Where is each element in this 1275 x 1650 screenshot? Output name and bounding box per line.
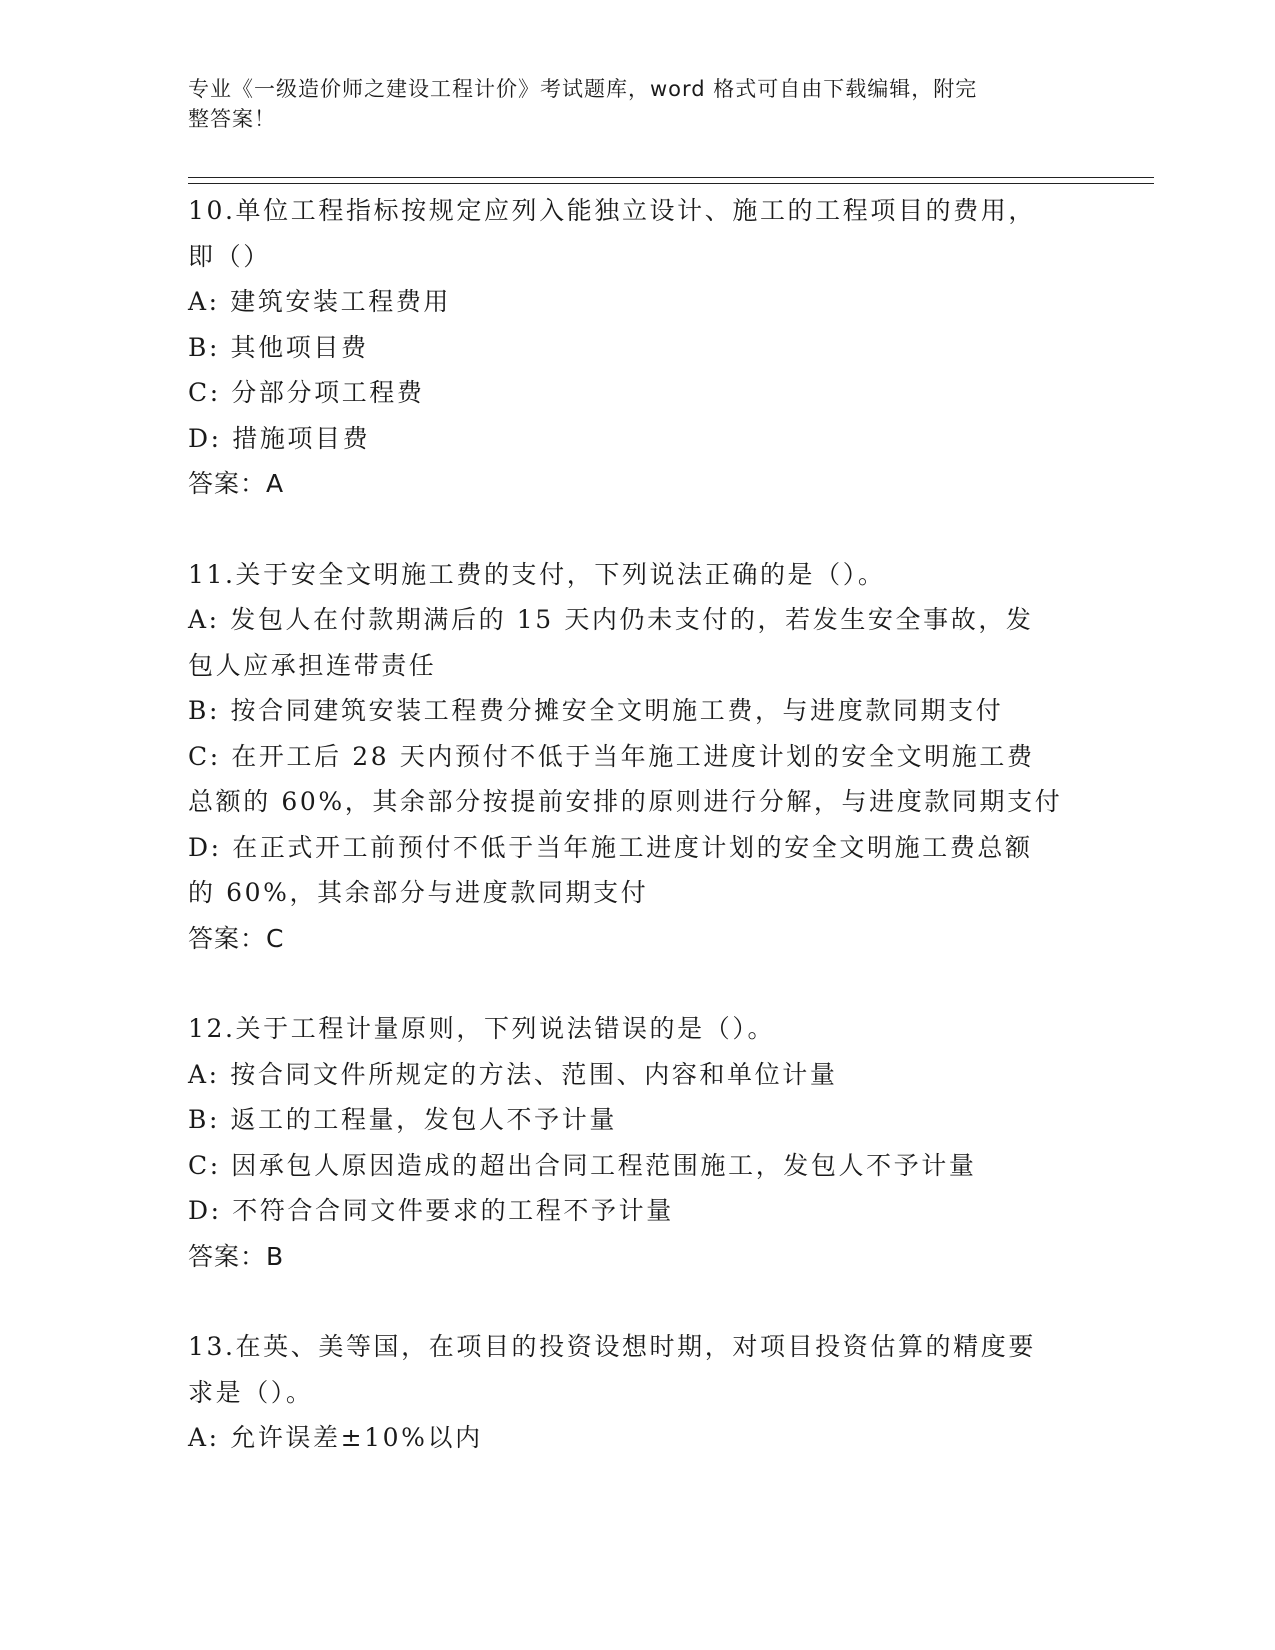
- question-stem-line: 10.单位工程指标按规定应列入能独立设计、施工的工程项目的费用，: [188, 196, 1036, 225]
- answer-line: 答案：C: [188, 923, 285, 953]
- option-line: 包人应承担连带责任: [188, 650, 437, 680]
- question-stem-line: 求是（）。: [188, 1377, 314, 1407]
- answer-line: 答案：A: [188, 469, 285, 498]
- header-divider-thick: [188, 183, 1154, 184]
- header-line-2: 整答案！: [188, 107, 276, 131]
- option-line: C: 因承包人原因造成的超出合同工程范围施工，发包人不予计量: [188, 1150, 977, 1180]
- option-line: D: 不符合合同文件要求的工程不予计量: [188, 1196, 674, 1225]
- page-header: [188, 74, 1068, 134]
- option-line: D: 在正式开工前预付不低于当年施工进度计划的安全文明施工费总额: [188, 832, 1033, 862]
- question-stem-line: 即（）: [188, 241, 271, 271]
- option-line: C: 在开工后 28 天内预付不低于当年施工进度计划的安全文明施工费: [188, 741, 1035, 771]
- header-divider-thin: [188, 177, 1154, 178]
- question-spacer: [188, 507, 1088, 552]
- question-block: [188, 188, 1088, 507]
- option-line: A: 允许误差±10%以内: [188, 1423, 483, 1452]
- question-spacer: [188, 961, 1088, 1006]
- question-block: [188, 1324, 1088, 1461]
- question-block: [188, 1006, 1088, 1279]
- option-line: D: 措施项目费: [188, 423, 371, 453]
- option-line: A: 建筑安装工程费用: [188, 287, 452, 316]
- option-line: A: 按合同文件所规定的方法、范围、内容和单位计量: [188, 1059, 838, 1089]
- answer-line: 答案：B: [188, 1241, 285, 1271]
- option-line: A: 发包人在付款期满后的 15 天内仍未支付的，若发生安全事故，发: [188, 605, 1034, 634]
- option-line: B: 按合同建筑安装工程费分摊安全文明施工费，与进度款同期支付: [188, 696, 1004, 725]
- option-line: B: 返工的工程量，发包人不予计量: [188, 1105, 617, 1134]
- option-line: C: 分部分项工程费: [188, 378, 425, 407]
- header-line-1: 专业《一级造价师之建设工程计价》考试题库，word 格式可自由下载编辑，附完: [188, 77, 978, 101]
- question-list: [188, 188, 1088, 1461]
- option-line: B: 其他项目费: [188, 332, 369, 362]
- question-stem-line: 11.关于安全文明施工费的支付，下列说法正确的是（）。: [188, 559, 886, 589]
- option-line: 的 60%，其余部分与进度款同期支付: [188, 878, 649, 907]
- option-line: 总额的 60%，其余部分按提前安排的原则进行分解，与进度款同期支付: [188, 787, 1063, 816]
- question-spacer: [188, 1279, 1088, 1324]
- question-block: [188, 552, 1088, 962]
- question-stem-line: 12.关于工程计量原则，下列说法错误的是（）。: [188, 1014, 776, 1043]
- question-stem-line: 13.在英、美等国，在项目的投资设想时期，对项目投资估算的精度要: [188, 1332, 1036, 1361]
